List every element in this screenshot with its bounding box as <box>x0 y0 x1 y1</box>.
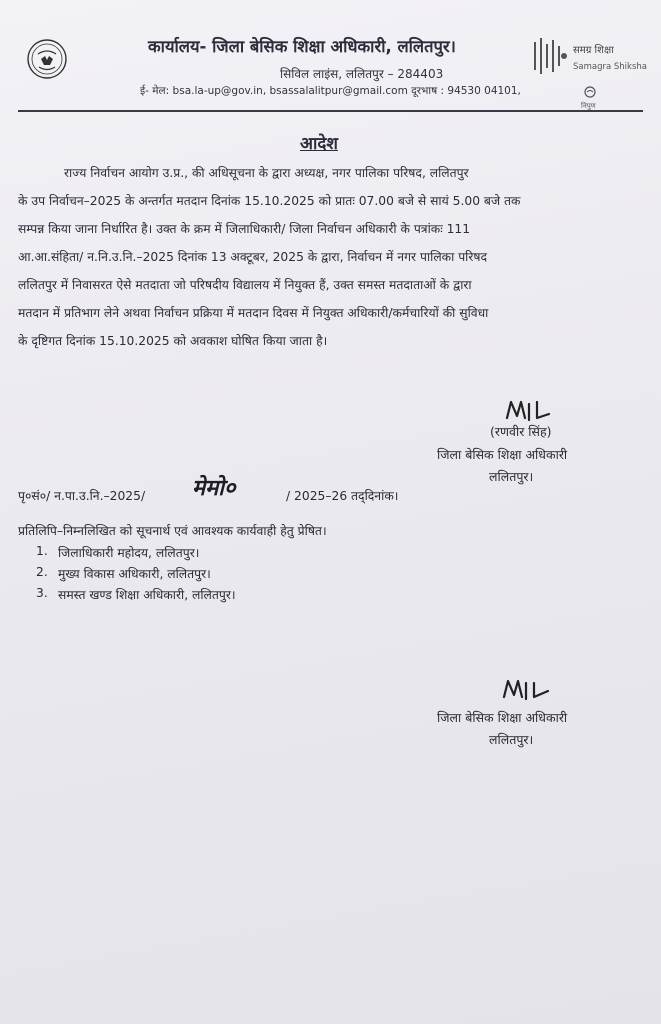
office-title: कार्यालय- जिला बेसिक शिक्षा अधिकारी, ललितपुर। <box>148 37 456 56</box>
copy-to-item-number: 2. <box>36 565 48 579</box>
order-line: मतदान में प्रतिभाग लेने अथवा निर्वाचन प्रक्रिया में मतदान दिवस में नियुक्त अधिकारी/कर्मचारियों की सुविधा <box>18 306 489 320</box>
samagra-shiksha-logo-icon <box>531 36 569 76</box>
up-government-emblem-icon <box>26 38 68 80</box>
header-divider <box>18 110 643 112</box>
reference-prefix: पृ०सं०/ न.पा.उ.नि.–2025/ <box>18 489 146 503</box>
samagra-shiksha-hindi: समग्र शिक्षा <box>573 45 614 56</box>
nipun-logo-icon <box>578 86 602 102</box>
order-line: के उप निर्वाचन–2025 के अन्तर्गत मतदान दिनांक 15.10.2025 को प्रातः 07.00 बजे से सायं 5.00 बजे तक <box>18 194 521 208</box>
samagra-shiksha-english: Samagra Shiksha <box>573 62 647 72</box>
order-line: के दृष्टिगत दिनांक 15.10.2025 को अवकाश घोषित किया जाता है। <box>18 334 328 348</box>
copy-to-item-number: 1. <box>36 544 48 558</box>
signatory-designation: जिला बेसिक शिक्षा अधिकारी <box>437 447 568 462</box>
copy-to-item-number: 3. <box>36 586 48 600</box>
copy-to-item: समस्त खण्ड शिक्षा अधिकारी, ललितपुर। <box>58 588 236 602</box>
order-line: सम्पन्न किया जाना निर्धारित है। उक्त के क्रम में जिलाधिकारी/ जिला निर्वाचन अधिकारी के पत्रांकः 111 <box>18 222 471 236</box>
copy-to-item: मुख्य विकास अधिकारी, ललितपुर। <box>58 567 211 581</box>
copy-to-item: जिलाधिकारी महोदय, ललितपुर। <box>58 546 200 560</box>
order-line: आ.आ.संहिता/ न.नि.उ.नि.–2025 दिनांक 13 अक्टूबर, 2025 के द्वारा, निर्वाचन में नगर पालिका परिषद <box>18 250 488 264</box>
copy-to-intro: प्रतिलिपि–निम्नलिखित को सूचनार्थ एवं आवश्यक कार्यवाही हेतु प्रेषित। <box>18 524 327 538</box>
signature-scribble-2 <box>500 675 560 705</box>
office-address: सिविल लाइंस, ललितपुर – 284403 <box>280 67 444 81</box>
reference-suffix: / 2025–26 तद्‌दिनांक। <box>286 489 399 503</box>
order-line: ललितपुर में निवासरत ऐसे मतदाता जो परिषदीय विद्यालय में नियुक्त हैं, उक्त समस्त मतदाताओं के द्वारा <box>18 278 472 292</box>
office-contact: ई- मेल: bsa.la-up@gov.in, bsassalalitpur@gmail.com दूरभाष : 94530 04101, <box>140 85 521 97</box>
signatory-place: ललितपुर। <box>489 469 534 484</box>
order-heading: आदेश <box>300 134 338 154</box>
order-line: राज्य निर्वाचन आयोग उ.प्र., की अधिसूचना के द्वारा अध्यक्ष, नगर पालिका परिषद, ललितपुर <box>64 166 469 180</box>
signatory-designation-2: जिला बेसिक शिक्षा अधिकारी <box>437 710 568 725</box>
reference-handwritten: मेमो० <box>192 476 236 501</box>
signatory-name: (रणवीर सिंह) <box>490 424 552 439</box>
signatory-place-2: ललितपुर। <box>489 732 534 747</box>
signature-scribble-1 <box>503 396 563 426</box>
nipun-logo-text: निपुण <box>581 102 596 110</box>
